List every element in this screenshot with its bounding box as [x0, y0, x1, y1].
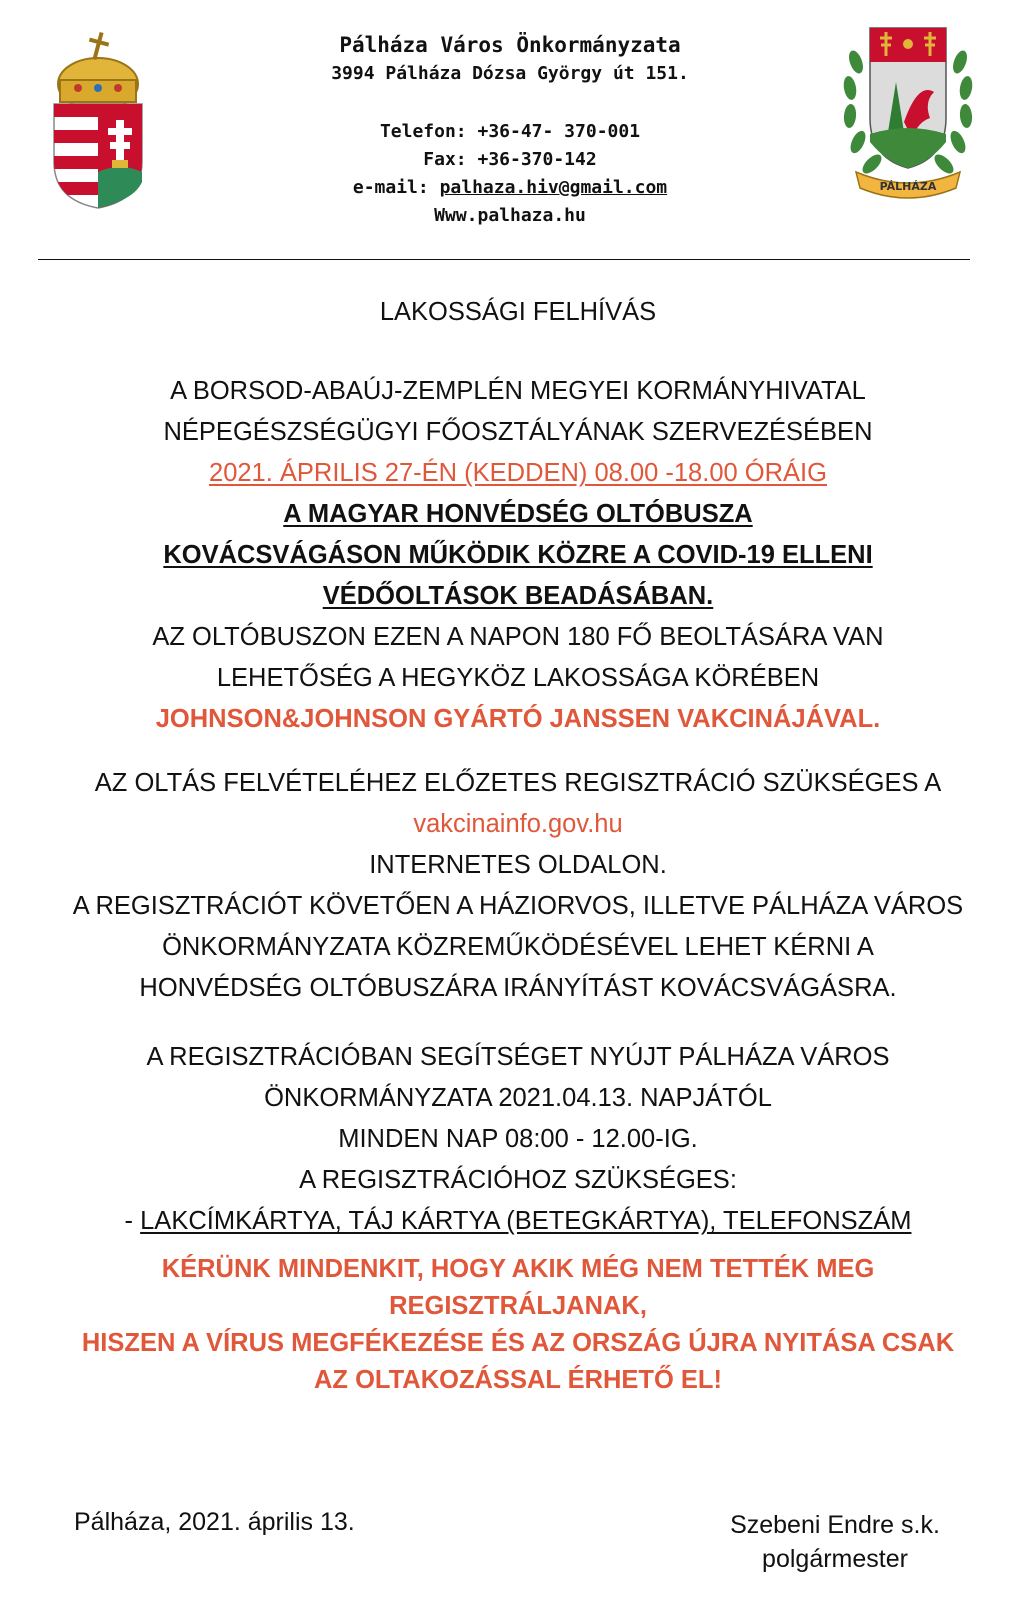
p1-date-line: 2021. ÁPRILIS 27-ÉN (KEDDEN) 08.00 -18.00 ÓRÁIG	[209, 459, 827, 487]
header-divider	[38, 259, 970, 260]
p1-line-2: NÉPEGÉSZSÉGÜGYI FŐOSZTÁLYÁNAK SZERVEZÉSÉBEN	[163, 418, 873, 446]
p4-line-1: KÉRÜNK MINDENKIT, HOGY AKIK MÉG NEM TETTÉK MEG	[161, 1255, 875, 1283]
palhaza-crest-icon	[838, 22, 978, 204]
p1-line-4: A MAGYAR HONVÉDSÉG OLTÓBUSZA	[283, 500, 753, 528]
paragraph-appeal	[20, 1251, 1016, 1399]
registration-link[interactable]: vakcinainfo.gov.hu	[413, 810, 623, 838]
notice-title-block	[20, 292, 1016, 333]
p3-required-docs	[20, 1201, 1016, 1242]
signer-name: Szebeni Endre s.k.	[730, 1511, 940, 1539]
fax-number: Fax: +36-370-142	[423, 149, 597, 170]
org-address: 3994 Pálháza Dózsa György út 151.	[331, 63, 689, 84]
p1-line-8: LEHETŐSÉG A HEGYKÖZ LAKOSSÁGA KÖRÉBEN	[216, 664, 820, 692]
p1-line-6: VÉDŐOLTÁSOK BEADÁSÁBAN.	[322, 582, 714, 610]
email-line	[190, 174, 830, 202]
org-name: Pálháza Város Önkormányzata	[339, 33, 681, 57]
p4-line-3: HISZEN A VÍRUS MEGFÉKEZÉSE ÉS AZ ORSZÁG ÚJRA NYITÁSA CSAK	[81, 1329, 955, 1357]
p3-bullet: -	[124, 1207, 141, 1235]
website: Www.palhaza.hu	[434, 205, 586, 226]
p2-line-6: HONVÉDSÉG OLTÓBUSZÁRA IRÁNYÍTÁST KOVÁCSVÁGÁSRA.	[139, 974, 897, 1002]
p1-vaccine-line: JOHNSON&JOHNSON GYÁRTÓ JANSSEN VAKCINÁJÁVAL.	[155, 705, 881, 733]
email-link[interactable]: palhaza.hiv@gmail.com	[439, 177, 668, 198]
p3-line-3: MINDEN NAP 08:00 - 12.00-IG.	[338, 1125, 698, 1153]
p2-line-5: ÖNKORMÁNYZATA KÖZREMŰKÖDÉSÉVEL LEHET KÉRNI A	[162, 933, 874, 961]
paragraph-assistance	[20, 1037, 1016, 1242]
p3-line-2: ÖNKORMÁNYZATA 2021.04.13. NAPJÁTÓL	[264, 1084, 772, 1112]
p4-line-2: REGISZTRÁLJANAK,	[389, 1292, 647, 1320]
paragraph-organization	[20, 371, 1016, 740]
signer-title: polgármester	[762, 1545, 908, 1573]
place-and-date: Pálháza, 2021. április 13.	[74, 1508, 355, 1536]
crest-ribbon-text: PÁLHÁZA	[879, 180, 937, 193]
p1-line-7: AZ OLTÓBUSZON EZEN A NAPON 180 FŐ BEOLTÁSÁRA VAN	[152, 623, 884, 651]
signature-block	[730, 1508, 940, 1576]
p2-line-3: INTERNETES OLDALON.	[369, 851, 667, 879]
p2-line-1: AZ OLTÁS FELVÉTELÉHEZ ELŐZETES REGISZTRÁCIÓ SZÜKSÉGES A	[94, 769, 942, 797]
p1-line-1: A BORSOD-ABAÚJ-ZEMPLÉN MEGYEI KORMÁNYHIVATAL	[170, 377, 866, 405]
phone-number: Telefon: +36-47- 370-001	[379, 121, 641, 142]
p3-line-1: A REGISZTRÁCIÓBAN SEGÍTSÉGET NYÚJT PÁLHÁZA VÁROS	[146, 1043, 890, 1071]
p4-line-4: AZ OLTAKOZÁSSAL ÉRHETŐ EL!	[314, 1366, 722, 1394]
p1-line-5: KOVÁCSVÁGÁSON MŰKÖDIK KÖZRE A COVID-19 ELLENI	[163, 541, 873, 569]
hungary-coat-of-arms-icon	[48, 22, 148, 212]
paragraph-registration	[20, 763, 1016, 1009]
email-label: e-mail:	[352, 177, 440, 198]
notice-title: LAKOSSÁGI FELHÍVÁS	[379, 298, 657, 326]
p2-line-4: A REGISZTRÁCIÓT KÖVETŐEN A HÁZIORVOS, ILLETVE PÁLHÁZA VÁROS	[72, 892, 964, 920]
p3-line-4: A REGISZTRÁCIÓHOZ SZÜKSÉGES:	[299, 1166, 737, 1194]
letterhead	[190, 30, 830, 230]
required-documents: LAKCÍMKÁRTYA, TÁJ KÁRTYA (BETEGKÁRTYA), TELEFONSZÁM	[140, 1207, 912, 1235]
